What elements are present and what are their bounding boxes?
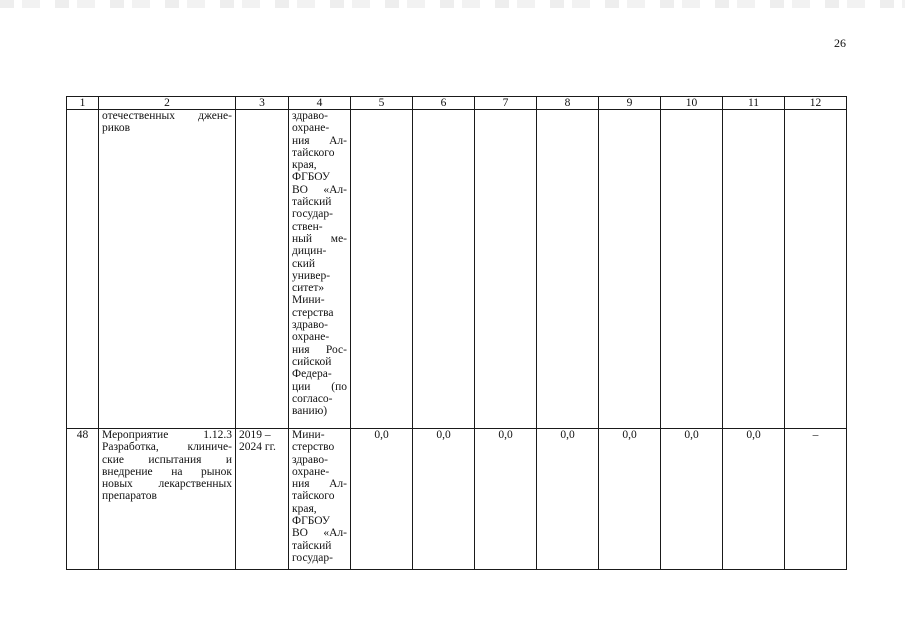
header-cell-6: 6 [413, 97, 475, 110]
text-line: тайский [292, 539, 332, 552]
text-line: согласо- [292, 392, 333, 405]
text-line: ния Ал- [292, 134, 347, 147]
text-line: ские испытания и [102, 453, 232, 466]
text-line: ния Рос- [292, 343, 347, 356]
text-line: внедрение на рынок [102, 465, 232, 478]
text-line: тайский [292, 196, 332, 209]
text-line: новых лекарственных [102, 478, 232, 491]
value-cell: 0,0 [475, 429, 537, 570]
scan-edge-noise [0, 0, 905, 8]
measure-name-cell [99, 429, 236, 570]
text-line: края, [292, 502, 317, 515]
value-cell [475, 110, 537, 429]
value-cell [785, 110, 847, 429]
text-line: государ- [292, 208, 333, 221]
value-cell: – [785, 429, 847, 570]
value-cell: 0,0 [661, 429, 723, 570]
header-cell-9: 9 [599, 97, 661, 110]
text-line: ции (по [292, 380, 347, 393]
text-line: Мини- [292, 294, 325, 307]
text-line: стерство [292, 441, 335, 454]
text-line: Федера- [292, 368, 332, 381]
text-line: охране- [292, 465, 330, 478]
header-cell-12: 12 [785, 97, 847, 110]
table-row [67, 429, 847, 570]
text-line: 2019 – [239, 429, 271, 441]
text-line: ванию) [292, 405, 328, 418]
value-cell: 0,0 [723, 429, 785, 570]
period-cell [236, 429, 289, 570]
measure-name-cell [99, 110, 236, 429]
header-cell-5: 5 [351, 97, 413, 110]
text-line: тайского [292, 146, 335, 159]
text-line: государ- [292, 551, 333, 564]
header-cell-4: 4 [289, 97, 351, 110]
text-line: ФГБОУ [292, 171, 331, 184]
table-row [67, 110, 847, 429]
header-cell-11: 11 [723, 97, 785, 110]
text-line: ский [292, 257, 315, 270]
header-cell-7: 7 [475, 97, 537, 110]
value-cell [351, 110, 413, 429]
text-line: ВО «Ал- [292, 527, 347, 540]
value-cell [723, 110, 785, 429]
value-cell: 0,0 [537, 429, 599, 570]
header-row [67, 97, 847, 110]
row-number-cell: 48 [67, 429, 99, 570]
header-cell-8: 8 [537, 97, 599, 110]
text-line: сийской [292, 355, 332, 368]
row-number-cell [67, 110, 99, 429]
period-cell [236, 110, 289, 429]
page-number: 26 [834, 36, 846, 50]
text-line: охране- [292, 331, 330, 344]
text-line: здраво- [292, 110, 328, 122]
text-line: стерства [292, 306, 334, 319]
table-header [67, 97, 847, 110]
text-line: Мини- [292, 429, 325, 441]
text-line: ный ме- [292, 232, 347, 245]
text-line: универ- [292, 269, 331, 282]
text-line: ствен- [292, 220, 323, 233]
value-cell [661, 110, 723, 429]
program-table [66, 96, 847, 570]
text-line: ситет» [292, 282, 325, 295]
value-cell [537, 110, 599, 429]
text-line: тайского [292, 490, 335, 503]
value-cell: 0,0 [351, 429, 413, 570]
value-cell [413, 110, 475, 429]
text-line: охране- [292, 122, 330, 135]
text-line: отечественных джене- [102, 110, 232, 122]
header-cell-10: 10 [661, 97, 723, 110]
value-cell: 0,0 [599, 429, 661, 570]
value-cell: 0,0 [413, 429, 475, 570]
executor-cell [289, 429, 351, 570]
text-line: дицин- [292, 245, 327, 258]
text-line: ния Ал- [292, 478, 347, 491]
header-cell-3: 3 [236, 97, 289, 110]
text-line: Разработка, клиниче- [102, 441, 232, 454]
text-line: ФГБОУ [292, 515, 331, 528]
text-line: здраво- [292, 453, 328, 466]
text-line: здраво- [292, 319, 328, 332]
value-cell [599, 110, 661, 429]
header-cell-1: 1 [67, 97, 99, 110]
text-line: риков [102, 122, 131, 135]
text-line: ВО «Ал- [292, 183, 347, 196]
text-line: препаратов [102, 490, 157, 503]
text-line: края, [292, 159, 317, 172]
header-cell-2: 2 [99, 97, 236, 110]
text-line: 2024 гг. [239, 441, 276, 454]
executor-cell [289, 110, 351, 429]
text-line: Мероприятие 1.12.3 [102, 429, 232, 441]
